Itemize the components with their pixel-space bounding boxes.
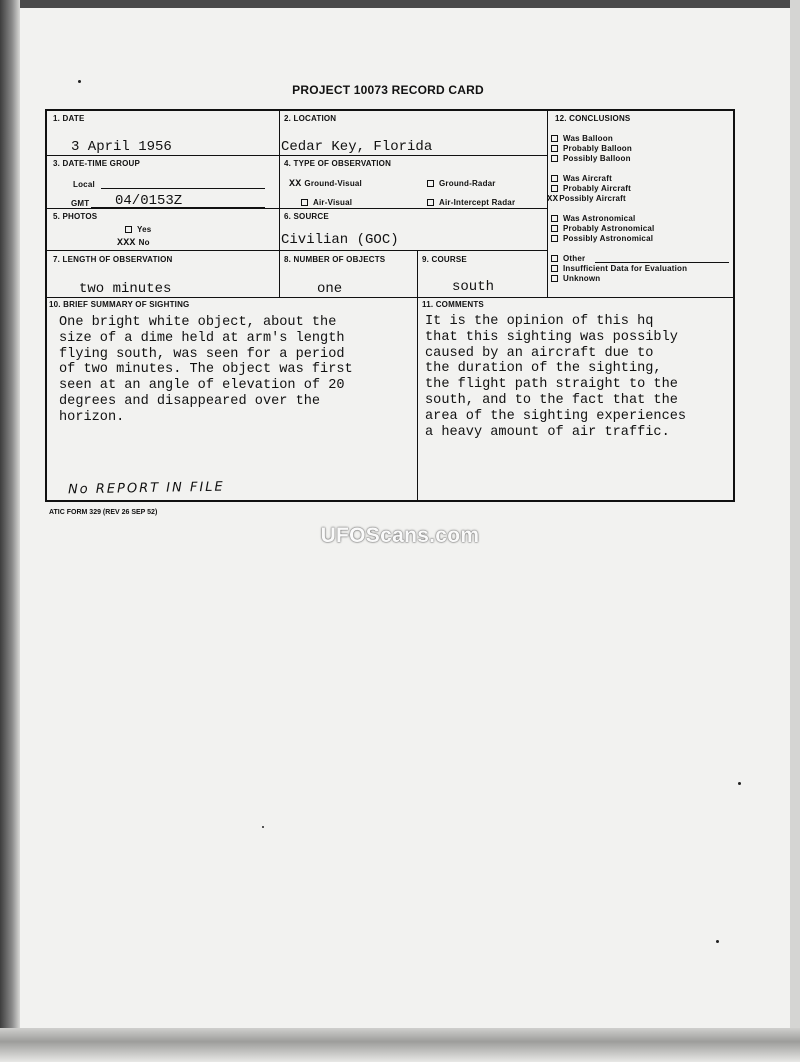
summary-line: of two minutes. The object was first [59, 362, 353, 378]
checkbox-icon [551, 215, 558, 222]
option-label: Probably Astronomical [563, 224, 655, 233]
option-label: Probably Aircraft [563, 184, 632, 193]
summary-line: degrees and disappeared over the [59, 393, 321, 409]
summary-line: size of a dime held at arm's length [59, 330, 345, 346]
rule-row1 [47, 155, 547, 156]
option-ground-radar [427, 179, 496, 188]
summary-line: horizon. [59, 409, 125, 425]
summary-line: One bright white object, about the [59, 315, 337, 330]
record-card-frame [45, 109, 735, 502]
comment-line: It is the opinion of this hq [425, 314, 654, 329]
summary-text [59, 315, 353, 426]
comment-line: a heavy amount of air traffic. [425, 424, 670, 440]
option-label: Possibly Aircraft [559, 194, 626, 203]
option-label: Unknown [563, 274, 601, 283]
date-time-group-label: 3. DATE-TIME GROUP [53, 159, 141, 168]
conclusion-unknown [551, 274, 600, 283]
conclusion-possibly-balloon [551, 154, 631, 163]
scan-bottom-edge [0, 1028, 800, 1062]
conclusion-was-aircraft [551, 174, 612, 183]
scan-speck [78, 80, 81, 83]
comment-line: the duration of the sighting, [425, 361, 662, 377]
checkbox-icon [427, 180, 434, 187]
other-line [595, 262, 729, 263]
source-label: 6. SOURCE [284, 212, 329, 221]
comment-line: area of the sighting experiences [425, 408, 687, 424]
option-air-visual [301, 198, 352, 207]
option-ground-visual [289, 179, 362, 190]
photos-no-option [117, 238, 150, 249]
scan-top-edge [0, 0, 800, 8]
date-label: 1. DATE [53, 114, 85, 123]
option-label: Other [563, 254, 586, 263]
local-line [101, 188, 265, 189]
rule-col-c [547, 111, 548, 298]
comment-line: south, and to the fact that the [425, 392, 678, 408]
option-label: Yes [137, 225, 152, 234]
watermark: UFOScans.com [320, 524, 480, 547]
option-air-intercept-radar [427, 198, 515, 207]
comments-label: 11. COMMENTS [422, 300, 484, 309]
conclusion-probably-astronomical [551, 224, 654, 233]
handwritten-note: No REPORT IN FILE [67, 479, 225, 498]
photos-label: 5. PHOTOS [53, 212, 98, 221]
checkbox-icon [125, 226, 132, 233]
rule-row3 [47, 250, 547, 251]
checkbox-icon [551, 255, 558, 262]
comment-line: that this sighting was possibly [425, 329, 678, 345]
number-of-objects-label: 8. NUMBER OF OBJECTS [284, 255, 386, 264]
scan-speck [738, 782, 741, 785]
conclusion-was-balloon [551, 134, 613, 143]
summary-line: flying south, was seen for a period [59, 346, 345, 362]
option-label: Air-Intercept Radar [439, 198, 516, 207]
option-label: Possibly Balloon [563, 154, 631, 163]
checkbox-icon [551, 185, 558, 192]
location-label: 2. LOCATION [284, 114, 337, 123]
conclusion-probably-balloon [551, 144, 632, 153]
checkbox-icon [551, 275, 558, 282]
option-label: Ground-Radar [439, 179, 496, 188]
conclusions-label: 12. CONCLUSIONS [555, 114, 631, 123]
checkbox-icon [551, 225, 558, 232]
conclusion-possibly-astronomical [551, 234, 653, 243]
conclusion-was-astronomical [551, 214, 635, 223]
summary-line: seen at an angle of elevation of 20 [59, 378, 345, 394]
checked-x-mark: XXX [117, 238, 136, 249]
number-of-objects-value: one [317, 281, 343, 297]
length-label: 7. LENGTH OF OBSERVATION [53, 255, 173, 264]
form-number: ATIC FORM 329 (REV 26 SEP 52) [49, 509, 158, 516]
conclusion-other [551, 254, 585, 263]
scan-speck [716, 940, 719, 943]
checkbox-icon [551, 155, 558, 162]
option-label: Possibly Astronomical [563, 234, 654, 243]
date-value: 3 April 1956 [71, 139, 172, 155]
checkbox-icon [301, 199, 308, 206]
photos-yes-option [125, 225, 151, 234]
gmt-value: 04/0153Z [115, 193, 183, 209]
observation-type-label: 4. TYPE OF OBSERVATION [284, 159, 392, 168]
course-value: south [452, 279, 495, 295]
comment-line: the flight path straight to the [425, 377, 678, 393]
checkbox-icon [551, 175, 558, 182]
option-label: Ground-Visual [304, 179, 362, 188]
source-value: Civilian (GOC) [281, 232, 399, 248]
option-label: Probably Balloon [563, 144, 632, 153]
checkbox-icon [427, 199, 434, 206]
comments-text [425, 314, 686, 440]
conclusion-possibly-aircraft [547, 194, 626, 204]
option-label: Was Aircraft [563, 174, 612, 183]
summary-label: 10. BRIEF SUMMARY OF SIGHTING [49, 300, 190, 309]
length-value: two minutes [79, 281, 172, 297]
checkbox-icon [551, 265, 558, 272]
local-label: Local [73, 180, 95, 189]
comment-line: caused by an aircraft due to [425, 345, 654, 361]
gmt-label: GMT [71, 199, 90, 208]
rule-col-b [417, 250, 418, 502]
conclusion-insufficient-data [551, 264, 687, 273]
checkbox-icon [551, 135, 558, 142]
scan-speck [262, 826, 264, 828]
card-title: PROJECT 10073 RECORD CARD [292, 83, 484, 97]
course-label: 9. COURSE [422, 255, 467, 264]
option-label: Was Balloon [563, 134, 613, 143]
option-label: No [138, 238, 150, 247]
checkbox-icon [551, 145, 558, 152]
checked-x-mark: XX [289, 179, 302, 190]
option-label: Insufficient Data for Evaluation [563, 264, 688, 273]
location-value: Cedar Key, Florida [281, 139, 433, 155]
rule-col-a [279, 111, 280, 297]
rule-row4 [47, 297, 735, 298]
conclusion-probably-aircraft [551, 184, 631, 193]
option-label: Air-Visual [313, 198, 353, 207]
option-label: Was Astronomical [563, 214, 636, 223]
checked-x-mark: XX [547, 194, 559, 204]
checkbox-icon [551, 235, 558, 242]
